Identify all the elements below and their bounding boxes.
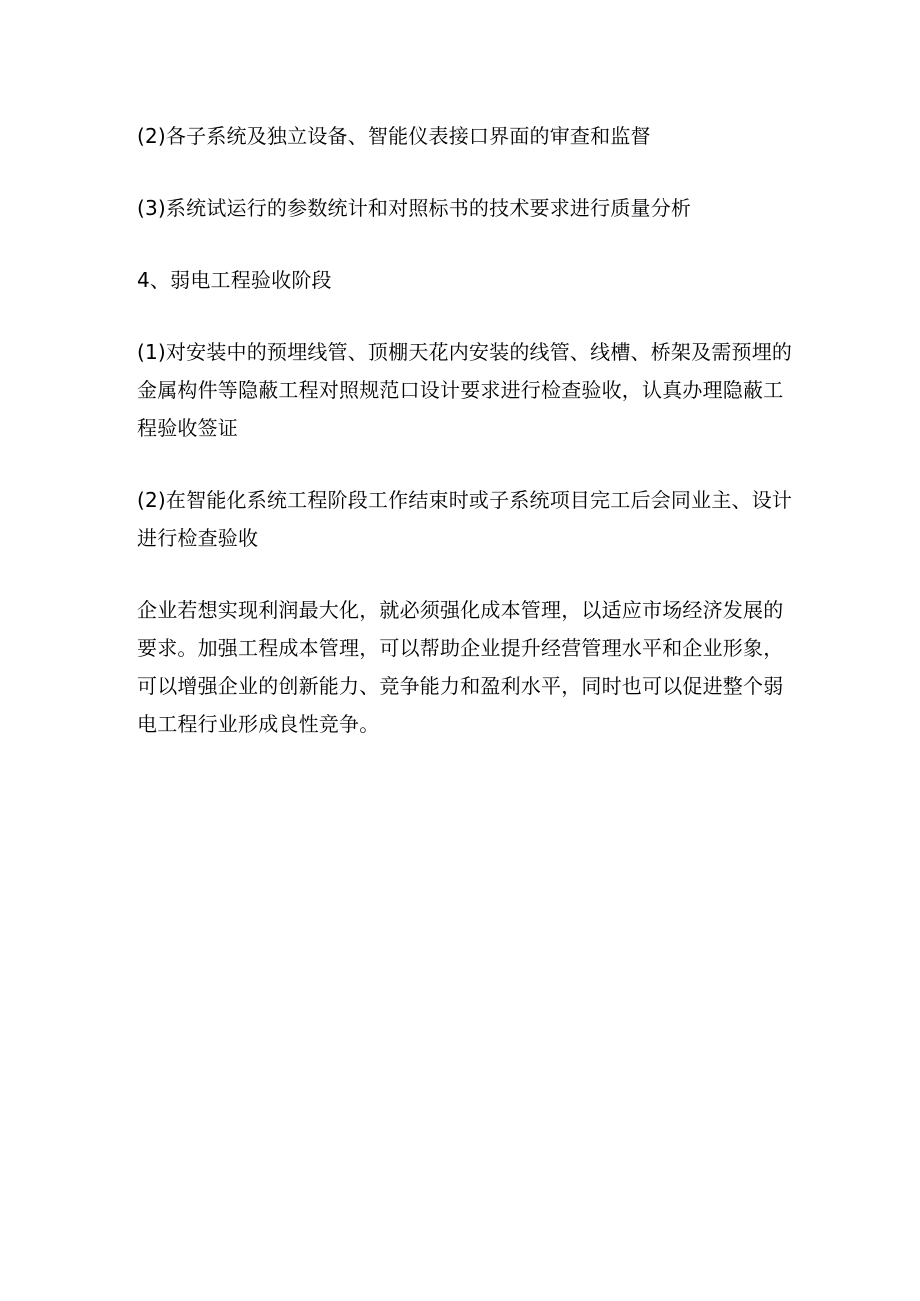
text-line: (2)各子系统及独立设备、智能仪表接口界面的审查和监督 <box>137 124 651 148</box>
text-line: 要求。加强工程成本管理，可以帮助企业提升经营管理水平和企业形象， <box>137 636 784 660</box>
section-heading-acceptance-stage <box>137 261 787 299</box>
item-2-interface-review <box>137 117 787 155</box>
text-line: 程验收签证 <box>137 416 238 440</box>
text-line: 金属构件等隐蔽工程对照规范口设计要求进行检查验收，认真办理隐蔽工 <box>137 378 784 402</box>
item-2-final-acceptance <box>137 481 793 557</box>
text-line: 4、弱电工程验收阶段 <box>137 268 332 292</box>
text-line: 企业若想实现利润最大化，就必须强化成本管理，以适应市场经济发展的 <box>137 598 784 622</box>
text-line: (2)在智能化系统工程阶段工作结束时或子系统项目完工后会同业主、设计 <box>137 488 793 512</box>
item-3-trial-run-analysis <box>137 189 787 227</box>
item-1-concealed-works-inspection <box>137 333 793 447</box>
text-line: 电工程行业形成良性竞争。 <box>137 712 380 736</box>
text-line: 进行检查验收 <box>137 526 259 550</box>
text-line: (3)系统试运行的参数统计和对照标书的技术要求进行质量分析 <box>137 196 692 220</box>
cost-management-paragraph <box>137 591 787 743</box>
text-line: (1)对安装中的预埋线管、顶棚天花内安装的线管、线槽、桥架及需预埋的 <box>137 340 793 364</box>
text-line: 可以增强企业的创新能力、竞争能力和盈利水平，同时也可以促进整个弱 <box>137 674 784 698</box>
document-body <box>137 117 793 743</box>
